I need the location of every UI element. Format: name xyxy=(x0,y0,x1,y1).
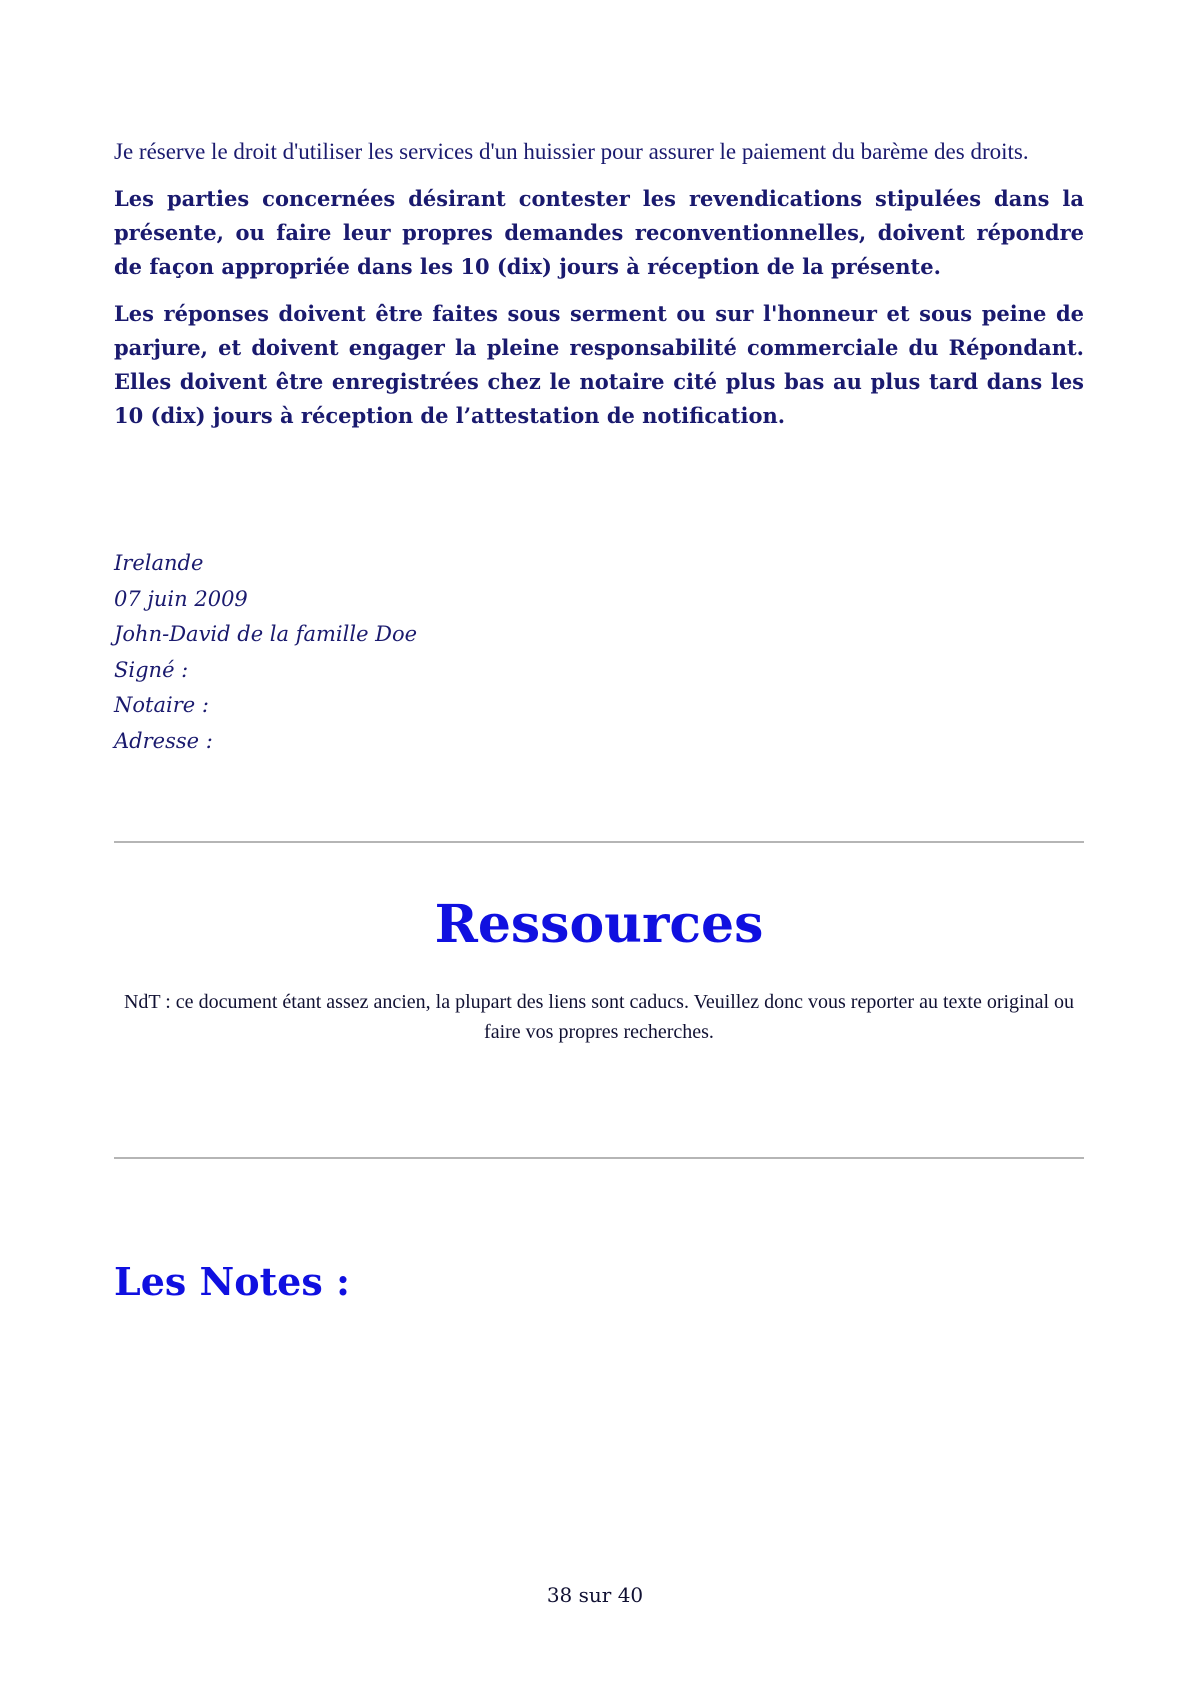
signature-date: 07 juin 2009 xyxy=(114,586,248,611)
paragraph-reponses: Les réponses doivent être faites sous serment ou sur l'honneur et sous peine de parjure, et doivent engager la pleine responsabilité commerciale du Répondant. Elles doivent être enregistrées chez le notaire cité plus bas au plus tard dans les 10 (dix) jours à réception de l’attestation de notification. xyxy=(114,301,1084,428)
notes-heading: Les Notes : xyxy=(114,1259,350,1304)
document-body xyxy=(114,135,1084,446)
signature-address: Adresse : xyxy=(114,728,213,753)
divider-top xyxy=(114,841,1084,843)
signature-notary: Notaire : xyxy=(114,693,209,717)
signature-place: Irelande xyxy=(114,551,204,575)
signature-signed: Signé : xyxy=(114,657,189,682)
paragraph-huissier: Je réserve le droit d'utiliser les services d'un huissier pour assurer le paiement du barème des droits. xyxy=(114,139,1029,164)
signature-name: John-David de la famille Doe xyxy=(114,622,418,646)
paragraph-contestation: Les parties concernées désirant contester les revendications stipulées dans la présente, ou faire leur propres demandes reconventionnelles, doivent répondre de façon appropriée dans les 10 (dix) jours à réception de la présente. xyxy=(114,186,1084,279)
resources-note: NdT : ce document étant assez ancien, la plupart des liens sont caducs. Veuillez donc vous reporter au texte original ou faire vos propres recherches. xyxy=(123,991,1075,1043)
page-number: 38 sur 40 xyxy=(546,1583,644,1607)
signature-block xyxy=(114,546,417,759)
resources-heading: Ressources xyxy=(434,894,764,955)
divider-bottom xyxy=(114,1157,1084,1159)
